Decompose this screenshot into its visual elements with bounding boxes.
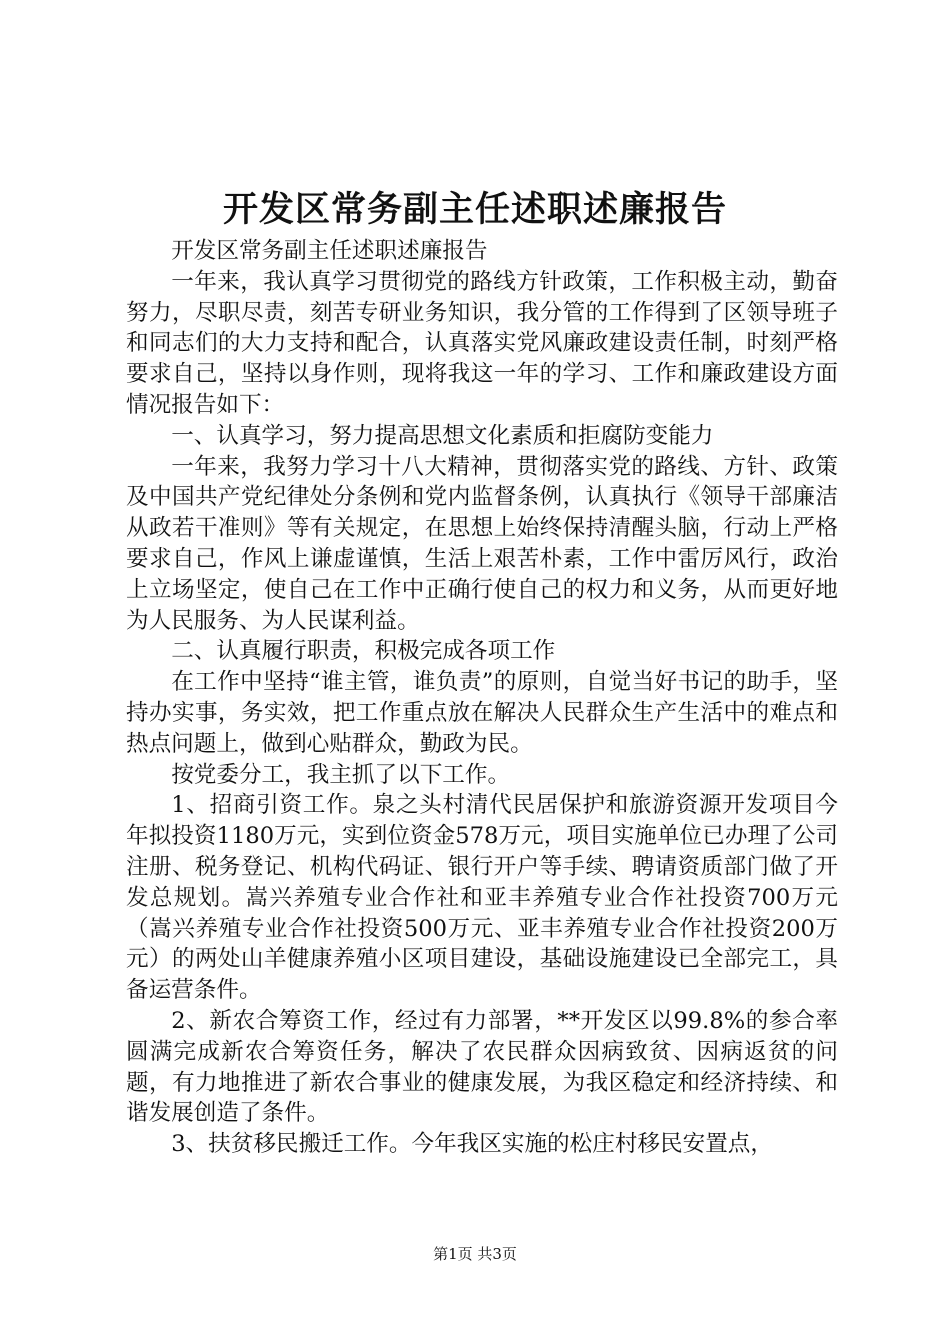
- paragraph-item-1: 1、招商引资工作。泉之头村清代民居保护和旅游资源开发项目今年拟投资1180万元，实到位资金578万元，项目实施单位已办理了公司注册、税务登记、机构代码证、银行开户等手续、聘请资质部门做了开发总规划。嵩兴养殖专业合作社和亚丰养殖专业合作社投资700万元（嵩兴养殖专业合作社投资500万元、亚丰养殖专业合作社投资200万元）的两处山羊健康养殖小区项目建设，基础设施建设已全部完工，具备运营条件。: [126, 792, 838, 1004]
- paragraph-subtitle: 开发区常务副主任述职述廉报告: [171, 238, 488, 264]
- paragraph-item-3: 3、扶贫移民搬迁工作。今年我区实施的松庄村移民安置点，: [171, 1131, 773, 1158]
- paragraph-intro: 一年来，我认真学习贯彻党的路线方针政策，工作积极主动，勤奋努力，尽职尽责，刻苦专研业务知识，我分管的工作得到了区领导班子和同志们的大力支持和配合，认真落实党风廉政建设责任制，时刻严格要求自己，坚持以身作则，现将我这一年的学习、工作和廉政建设方面情况报告如下：: [126, 268, 838, 418]
- page-number-footer: 第1页 共3页: [433, 1245, 517, 1263]
- section-heading-1: 一、认真学习，努力提高思想文化素质和拒腐防变能力: [171, 422, 714, 449]
- document-title: 开发区常务副主任述职述廉报告: [222, 189, 727, 230]
- document-body: [126, 236, 838, 1160]
- paragraph-item-2: 2、新农合筹资工作，经过有力部署，**开发区以99.8%的参合率圆满完成新农合筹资任务，解决了农民群众因病致贫、因病返贫的问题，有力地推进了新农合事业的健康发展，为我区稳定和经济持续、和谐发展创造了条件。: [126, 1007, 838, 1127]
- paragraph-division: 按党委分工，我主抓了以下工作。: [171, 761, 511, 788]
- section-heading-2: 二、认真履行职责，积极完成各项工作: [171, 638, 556, 665]
- paragraph-duties: 在工作中坚持“谁主管，谁负责”的原则，自觉当好书记的助手，坚持办实事，务实效，把工作重点放在解决人民群众生产生活中的难点和热点问题上，做到心贴群众，勤政为民。: [126, 669, 838, 757]
- paragraph-study: 一年来，我努力学习十八大精神，贯彻落实党的路线、方针、政策及中国共产党纪律处分条例和党内监督条例，认真执行《领导干部廉洁从政若干准则》等有关规定，在思想上始终保持清醒头脑，行动上严格要求自己，作风上谦虚谨慎，生活上艰苦朴素，工作中雷厉风行，政治上立场坚定，使自己在工作中正确行使自己的权力和义务，从而更好地为人民服务、为人民谋利益。: [126, 453, 838, 634]
